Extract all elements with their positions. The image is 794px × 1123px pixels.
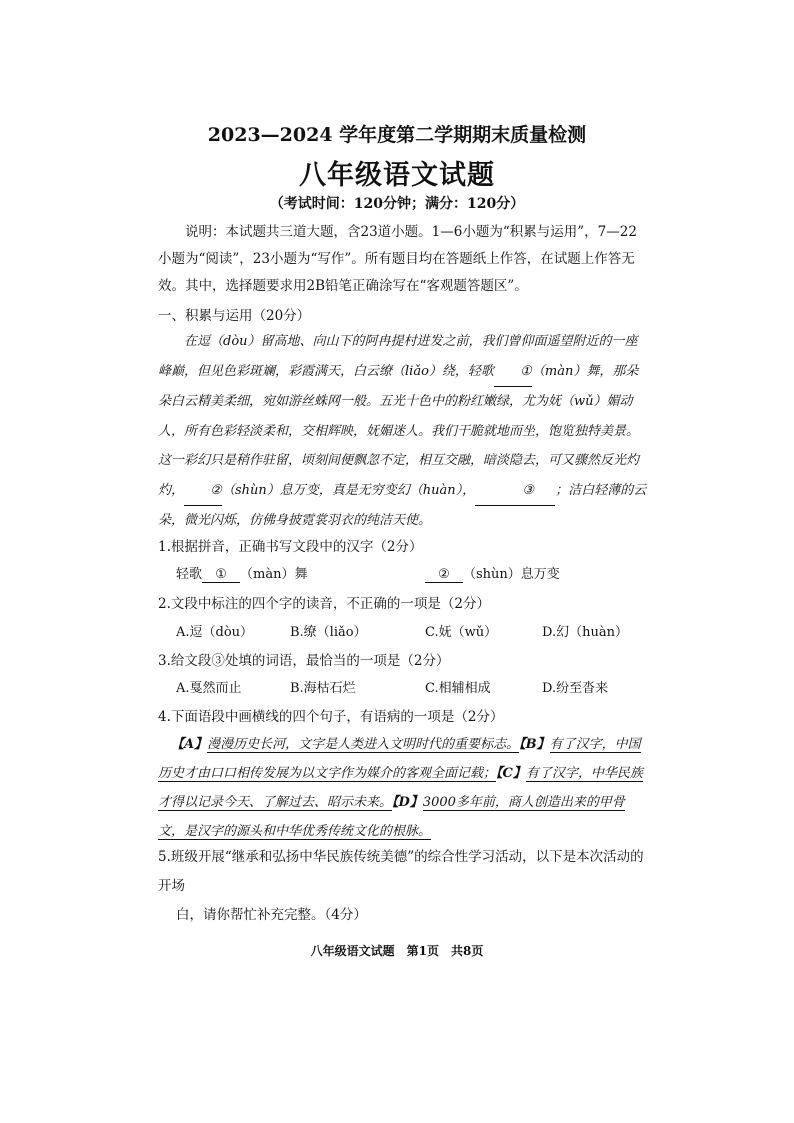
q4-tag-d: 【D】 [392,795,423,810]
q2-option-c: C.妩（wǔ） [425,625,498,640]
q1-item-2 [425,563,560,583]
question-3: 3.给文段③处填的词语，最恰当的一项是（2分） [158,653,450,669]
q4-sentence-c: 有了汉字，中华民族才得以记录今天、了解过去、昭示未来。 [158,766,643,810]
q4-paragraph [158,730,648,846]
q2-option-d: D.幻（huàn） [542,625,628,640]
q3-option-d: D.纷至沓来 [542,681,609,696]
q1-item-1-suffix: （màn）舞 [240,567,308,582]
q4-sentence-b: 有了汉字，中国历史才由口口相传发展为以文字作为媒介的客观全面记载； [158,737,641,781]
blank-1: ① [494,357,532,388]
q4-sentence-a: 漫漫历史长河，文字是人类进入文明时代的重要标志。 [207,737,520,752]
q2-option-b: B.缭（liǎo） [290,625,367,640]
q1-item-2-suffix: （shùn）息万变 [463,567,560,582]
q1-item-1 [176,563,307,583]
q3-option-b: B.海枯石烂 [290,681,356,696]
q3-option-c: C.相辅相成 [425,681,491,696]
q2-option-a: A.逗（dòu） [176,625,254,640]
q1-item-1-prefix: 轻歌 [176,567,203,582]
exam-info: （考试时间：120分钟；满分：120分） [269,196,525,212]
passage-text: （màn）舞，那朵朵白云精美柔细，宛如游丝蛛网一般。五光十色中的粉红嫩绿，尤为妩（wǔ）媚动人，所有色彩轻淡柔和，交相辉映，妩媚迷人。我们干脆就地而坐，饱览独特美景。这一彩幻只是稍作驻留，顷刻间便飘忽不定，相互交融，暗淡隐去，可又骤然反光灼灼， [158,363,640,498]
question-5 [158,843,648,930]
question-1: 1.根据拼音，正确书写文段中的汉字（2分） [158,539,423,555]
q1-blank-2: ② [425,567,463,583]
q4-tag-c: 【C】 [496,766,526,781]
blank-2: ② [184,476,222,507]
reading-passage [158,327,648,536]
blank-3: ③ [475,476,555,507]
passage-text: 在逗（dòu）留高地、向山下的阿冉提村进发之前，我们曾仰面遥望附近的一座峰巅，但见色彩斑斓，彩霞满天，白云缭（liǎo）绕，轻歌 [158,334,638,379]
question-4: 4.下面语段中画横线的四个句子，有语病的一项是（2分） [158,709,504,725]
passage-text: （shùn）息万变，真是无穷变幻（huàn）， [222,482,476,498]
q4-tag-a: 【A】 [171,737,208,752]
page-footer: 八年级语文试题 第1页 共8页 [310,944,484,958]
q3-option-a: A.戛然而止 [176,681,242,696]
q4-sentence-d: 3000多年前，商人创造出来的甲骨文，是汉字的源头和中华优秀传统文化的根脉。 [158,795,625,839]
q1-blank-1: ① [202,567,240,583]
q5-line-2: 白，请你帮忙补充完整。（4分） [176,907,367,923]
q4-tag-b: 【B】 [519,737,550,752]
exam-term-title: 2023—2024 学年度第二学期期末质量检测 [207,124,587,146]
question-2: 2.文段中标注的四个字的读音，不正确的一项是（2分） [158,596,490,612]
passage-text: ；洁白轻薄的云朵，微光闪烁，仿佛身披霓裳羽衣的纯洁天使。 [158,482,647,528]
section-title: 一、积累与运用（20分） [158,308,311,324]
exam-main-title: 八年级语文试题 [299,160,495,191]
instructions: 说明：本试题共三道大题，含23道小题。1—6小题为“积累与运用”，7—22小题为“阅读”，23小题为“写作”。所有题目均在答题纸上作答，在试题上作答无效。其中，选择题要求用2B铅笔正确涂写在“客观题答题区”。 [158,224,637,294]
q5-line-1: 5.班级开展“继承和弘扬中华民族传统美德”的综合性学习活动，以下是本次活动的开场 [158,849,644,894]
